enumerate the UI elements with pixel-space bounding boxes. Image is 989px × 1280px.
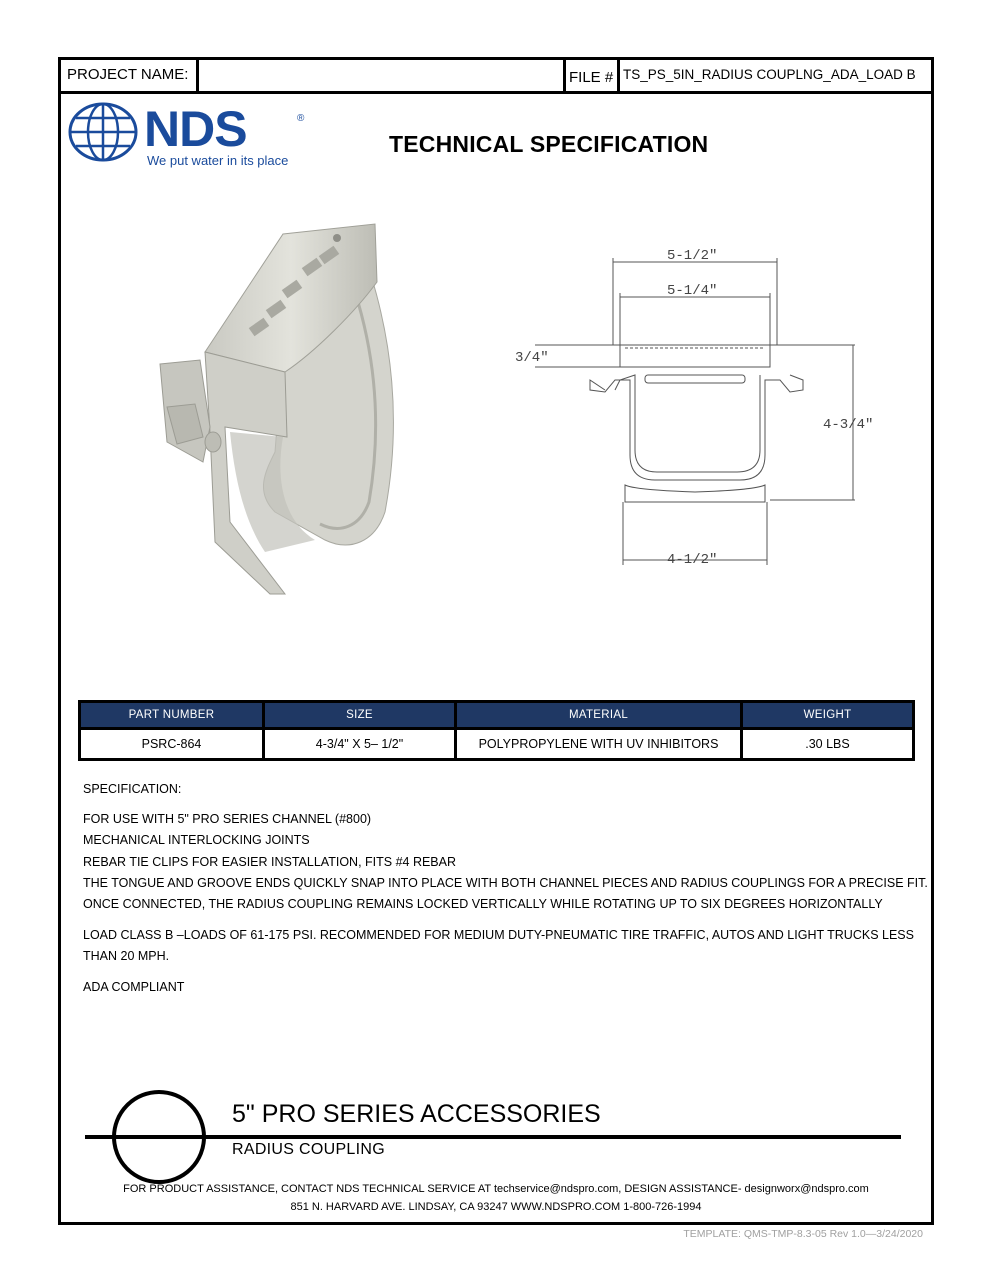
spec-table xyxy=(78,700,915,761)
contact-info: FOR PRODUCT ASSISTANCE, CONTACT NDS TECHNICAL SERVICE AT techservice@ndspro.com, DESIGN ASSISTANCE- designworx@ndspro.com xyxy=(123,1183,869,1195)
footer-subtitle: RADIUS COUPLING xyxy=(232,1141,385,1158)
spec-line: ADA COMPLIANT xyxy=(83,980,185,994)
logo-tagline: We put water in its place xyxy=(147,153,289,168)
weight-cell: .30 LBS xyxy=(742,729,914,760)
spec-line: THAN 20 MPH. xyxy=(83,949,170,963)
dim-top-outer-label: 5-1/2" xyxy=(667,248,718,264)
spec-line: FOR USE WITH 5" PRO SERIES CHANNEL (#800) xyxy=(83,812,372,826)
table-header-cell: SIZE xyxy=(264,702,456,729)
project-name-label: PROJECT NAME: xyxy=(67,66,189,83)
header-separator xyxy=(563,57,566,94)
cross-section-drawing xyxy=(505,240,885,575)
brand-wordmark: NDS xyxy=(144,101,247,157)
spec-line: LOAD CLASS B –LOADS OF 61-175 PSI. RECOMMENDED FOR MEDIUM DUTY-PNEUMATIC TIRE TRAFFIC, AUTOS AND LIGHT TRUCKS LESS xyxy=(83,928,914,942)
page-title: TECHNICAL SPECIFICATION xyxy=(389,131,709,157)
registered-mark: ® xyxy=(297,113,305,124)
header-separator xyxy=(196,57,199,94)
spec-line: MECHANICAL INTERLOCKING JOINTS xyxy=(83,833,310,847)
spec-line: THE TONGUE AND GROOVE ENDS QUICKLY SNAP INTO PLACE WITH BOTH CHANNEL PIECES AND RADIUS COUPLINGS FOR A PRECISE FIT. xyxy=(83,876,928,890)
part-number-cell: PSRC-864 xyxy=(80,729,264,760)
address-info: 851 N. HARVARD AVE. LINDSAY, CA 93247 WWW.NDSPRO.COM 1-800-726-1994 xyxy=(290,1201,702,1213)
table-header-cell: MATERIAL xyxy=(456,702,742,729)
file-number-label: FILE # xyxy=(569,69,614,86)
dim-top-inner-label: 5-1/4" xyxy=(667,283,718,299)
dim-bottom-label: 4-1/2" xyxy=(667,552,718,568)
table-header-row xyxy=(80,702,914,729)
header-separator xyxy=(617,57,620,94)
footer-rule xyxy=(85,1135,901,1139)
table-header-cell: PART NUMBER xyxy=(80,702,264,729)
spec-line: ONCE CONNECTED, THE RADIUS COUPLING REMAINS LOCKED VERTICALLY WHILE ROTATING UP TO SIX DEGREES HORIZONTALLY xyxy=(83,897,883,911)
file-number-value: TS_PS_5IN_RADIUS COUPLNG_ADA_LOAD B xyxy=(623,67,916,82)
dim-right-label: 4-3/4" xyxy=(823,417,874,433)
project-name-field[interactable] xyxy=(205,66,555,86)
table-header-cell: WEIGHT xyxy=(742,702,914,729)
table-row xyxy=(80,729,914,760)
spec-line: REBAR TIE CLIPS FOR EASIER INSTALLATION, FITS #4 REBAR xyxy=(83,855,457,869)
header-divider xyxy=(58,91,934,94)
template-id: TEMPLATE: QMS-TMP-8.3-05 Rev 1.0—3/24/2020 xyxy=(683,1228,923,1240)
dim-left-label: 3/4" xyxy=(515,350,549,366)
product-photo xyxy=(155,222,405,597)
material-cell: POLYPROPYLENE WITH UV INHIBITORS xyxy=(456,729,742,760)
spec-heading: SPECIFICATION: xyxy=(83,782,182,796)
globe-logo-icon xyxy=(68,102,140,162)
footer-title: 5" PRO SERIES ACCESSORIES xyxy=(232,1100,601,1128)
size-cell: 4-3/4" X 5– 1/2" xyxy=(264,729,456,760)
